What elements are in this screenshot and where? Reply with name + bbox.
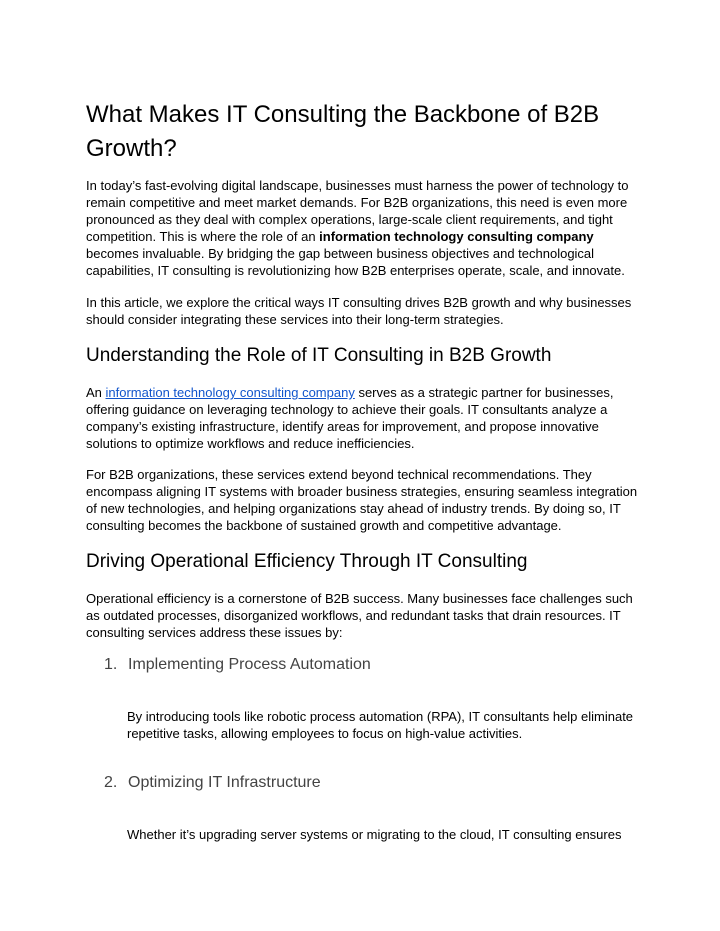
- intro-text-a: In today’s fast-evolving digital landscape, businesses must harness the power of technology to remain competitive and meet market demands. For B2B organizations, this need is even more pronounced as they deal with complex operations, large-scale client requirements, and tight competition. This is where the role of an: [86, 178, 629, 244]
- intro-paragraph-1: [86, 177, 642, 279]
- role-text-a: An: [86, 385, 106, 400]
- page-title: What Makes IT Consulting the Backbone of B2B Growth?: [86, 101, 600, 162]
- list-item-title: Optimizing IT Infrastructure: [128, 774, 321, 791]
- section-heading-efficiency: Driving Operational Efficiency Through IT Consulting: [86, 551, 528, 572]
- efficiency-paragraph: Operational efficiency is a cornerstone of B2B success. Many businesses face challenges such as outdated processes, disorganized workflows, and redundant tasks that drain resources. IT consulting services address these issues by:: [86, 591, 633, 640]
- list-item-title: Implementing Process Automation: [128, 656, 371, 673]
- list-item-text: Whether it’s upgrading server systems or migrating to the cloud, IT consulting ensures: [127, 827, 622, 842]
- intro-bold-phrase: information technology consulting company: [319, 229, 594, 244]
- list-item-heading: [104, 655, 371, 675]
- list-item-heading: [104, 773, 321, 793]
- list-number: 2.: [104, 774, 118, 791]
- intro-text-b: becomes invaluable. By bridging the gap between business objectives and technological capabilities, IT consulting is revolutionizing how B2B enterprises operate, scale, and innovate.: [86, 246, 625, 278]
- role-paragraph-1: [86, 384, 642, 452]
- section-heading-role: Understanding the Role of IT Consulting in B2B Growth: [86, 345, 552, 366]
- consulting-company-link[interactable]: information technology consulting company: [105, 385, 355, 400]
- role-text-b: serves as a strategic partner for businesses, offering guidance on leveraging technology to achieve their goals. IT consultants analyze a company’s existing infrastructure, identify areas for improvement, and propose innovative solutions to optimize workflows and reduce inefficiencies.: [86, 385, 614, 451]
- intro-paragraph-2: In this article, we explore the critical ways IT consulting drives B2B growth and why businesses should consider integrating these services into their long-term strategies.: [86, 295, 632, 327]
- list-item-text: By introducing tools like robotic process automation (RPA), IT consultants help eliminate repetitive tasks, allowing employees to focus on high-value activities.: [127, 709, 634, 741]
- list-number: 1.: [104, 656, 118, 673]
- role-paragraph-2: For B2B organizations, these services extend beyond technical recommendations. They encompass aligning IT systems with broader business strategies, ensuring seamless integration of new technologies, and helping organizations stay ahead of industry trends. By doing so, IT consulting becomes the backbone of sustained growth and competitive advantage.: [86, 467, 638, 533]
